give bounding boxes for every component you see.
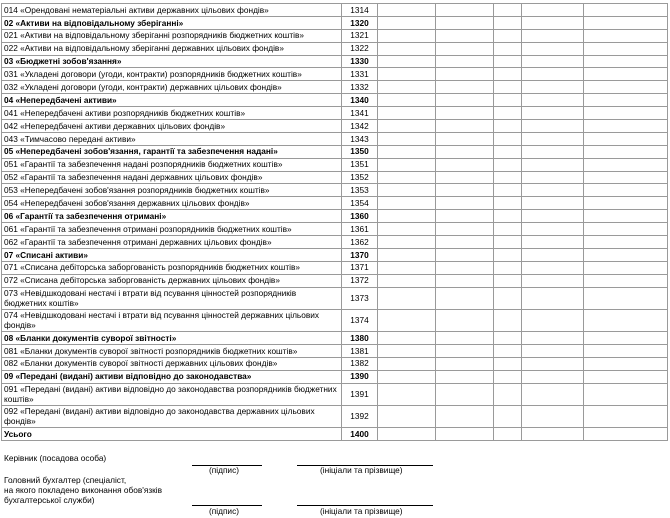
row-value-cell[interactable] [584, 197, 668, 210]
row-value-cell[interactable] [584, 427, 668, 440]
row-value-cell[interactable] [522, 120, 584, 133]
row-code-cell: 1381 [342, 344, 378, 357]
row-value-cell[interactable] [584, 274, 668, 287]
row-value-cell[interactable] [494, 16, 522, 29]
table-row [2, 210, 668, 223]
row-code-cell: 1400 [342, 427, 378, 440]
row-name-cell: 04 «Непередбачені активи» [2, 94, 342, 107]
row-value-cell[interactable] [378, 210, 436, 223]
table-row [2, 42, 668, 55]
table-row [2, 427, 668, 440]
row-value-cell[interactable] [494, 120, 522, 133]
row-value-cell[interactable] [494, 309, 522, 331]
row-value-cell[interactable] [522, 171, 584, 184]
row-value-cell[interactable] [522, 210, 584, 223]
table-row [2, 248, 668, 261]
row-value-cell[interactable] [378, 370, 436, 383]
row-value-cell[interactable] [584, 248, 668, 261]
table-row [2, 107, 668, 120]
row-value-cell[interactable] [522, 261, 584, 274]
row-value-cell[interactable] [494, 427, 522, 440]
row-name-cell: 061 «Гарантії та забезпечення отримані розпорядників бюджетних коштів» [2, 223, 342, 236]
row-name-cell: 071 «Списана дебіторська заборгованість розпорядників бюджетних коштів» [2, 261, 342, 274]
row-value-cell[interactable] [494, 357, 522, 370]
row-value-cell[interactable] [584, 29, 668, 42]
row-code-cell: 1372 [342, 274, 378, 287]
row-name-cell: 052 «Гарантії та забезпечення надані державних цільових фондів» [2, 171, 342, 184]
row-value-cell[interactable] [494, 132, 522, 145]
row-value-cell[interactable] [378, 55, 436, 68]
row-value-cell[interactable] [436, 132, 494, 145]
row-value-cell[interactable] [378, 42, 436, 55]
row-value-cell[interactable] [378, 29, 436, 42]
row-value-cell[interactable] [584, 16, 668, 29]
row-value-cell[interactable] [584, 383, 668, 405]
row-value-cell[interactable] [494, 158, 522, 171]
table-row [2, 132, 668, 145]
report-table [1, 3, 668, 441]
row-code-cell: 1373 [342, 287, 378, 309]
row-value-cell[interactable] [522, 94, 584, 107]
row-value-cell[interactable] [584, 357, 668, 370]
row-value-cell[interactable] [522, 145, 584, 158]
table-row [2, 184, 668, 197]
row-value-cell[interactable] [584, 309, 668, 331]
row-code-cell: 1352 [342, 171, 378, 184]
row-value-cell[interactable] [436, 357, 494, 370]
row-value-cell[interactable] [494, 81, 522, 94]
row-value-cell[interactable] [378, 94, 436, 107]
row-value-cell[interactable] [494, 197, 522, 210]
row-name-cell: 072 «Списана дебіторська заборгованість державних цільових фондів» [2, 274, 342, 287]
table-row [2, 274, 668, 287]
row-code-cell: 1353 [342, 184, 378, 197]
row-name-cell: 073 «Невідшкодовані нестачі і втрати від псування цінностей розпорядників бюджетних коштів» [2, 287, 342, 309]
row-value-cell[interactable] [436, 171, 494, 184]
row-value-cell[interactable] [494, 248, 522, 261]
row-value-cell[interactable] [436, 261, 494, 274]
row-value-cell[interactable] [378, 171, 436, 184]
row-value-cell[interactable] [378, 81, 436, 94]
table-row [2, 55, 668, 68]
row-value-cell[interactable] [436, 248, 494, 261]
row-value-cell[interactable] [584, 331, 668, 344]
row-value-cell[interactable] [584, 158, 668, 171]
chief-accountant-line-1: Головний бухгалтер (спеціаліст, [4, 475, 127, 485]
row-value-cell[interactable] [436, 94, 494, 107]
row-name-cell: 014 «Орендовані нематеріальні активи державних цільових фондів» [2, 4, 342, 17]
row-name-cell: 06 «Гарантії та забезпечення отримані» [2, 210, 342, 223]
row-value-cell[interactable] [494, 274, 522, 287]
row-value-cell[interactable] [522, 370, 584, 383]
row-value-cell[interactable] [378, 405, 436, 427]
row-code-cell: 1382 [342, 357, 378, 370]
table-row [2, 171, 668, 184]
table-row [2, 344, 668, 357]
row-value-cell[interactable] [436, 145, 494, 158]
row-code-cell: 1314 [342, 4, 378, 17]
row-value-cell[interactable] [494, 331, 522, 344]
table-row [2, 405, 668, 427]
row-value-cell[interactable] [584, 68, 668, 81]
row-value-cell[interactable] [522, 4, 584, 17]
row-value-cell[interactable] [522, 55, 584, 68]
table-row [2, 158, 668, 171]
row-value-cell[interactable] [378, 427, 436, 440]
row-value-cell[interactable] [378, 344, 436, 357]
row-value-cell[interactable] [378, 132, 436, 145]
row-value-cell[interactable] [584, 223, 668, 236]
row-value-cell[interactable] [522, 184, 584, 197]
row-name-cell: 042 «Непередбачені активи державних цільових фондів» [2, 120, 342, 133]
row-value-cell[interactable] [522, 236, 584, 249]
row-code-cell: 1354 [342, 197, 378, 210]
row-value-cell[interactable] [378, 274, 436, 287]
row-value-cell[interactable] [494, 55, 522, 68]
row-name-cell: 092 «Передані (видані) активи відповідно до законодавства державних цільових фондів» [2, 405, 342, 427]
row-code-cell: 1342 [342, 120, 378, 133]
row-code-cell: 1330 [342, 55, 378, 68]
row-code-cell: 1370 [342, 248, 378, 261]
row-value-cell[interactable] [378, 68, 436, 81]
row-value-cell[interactable] [522, 223, 584, 236]
table-row [2, 383, 668, 405]
row-value-cell[interactable] [522, 344, 584, 357]
row-value-cell[interactable] [436, 184, 494, 197]
row-value-cell[interactable] [436, 81, 494, 94]
row-code-cell: 1331 [342, 68, 378, 81]
row-value-cell[interactable] [436, 383, 494, 405]
table-row [2, 357, 668, 370]
row-name-cell: 03 «Бюджетні зобов'язання» [2, 55, 342, 68]
row-value-cell[interactable] [378, 107, 436, 120]
row-code-cell: 1361 [342, 223, 378, 236]
table-row [2, 287, 668, 309]
row-value-cell[interactable] [378, 145, 436, 158]
table-row [2, 120, 668, 133]
row-name-cell: 032 «Укладені договори (угоди, контракти) державних цільових фондів» [2, 81, 342, 94]
chief-accountant-line-3: бухгалтерської служби) [4, 494, 95, 505]
row-name-cell: 08 «Бланки документів суворої звітності» [2, 331, 342, 344]
row-value-cell[interactable] [436, 427, 494, 440]
row-value-cell[interactable] [522, 309, 584, 331]
row-name-cell: 081 «Бланки документів суворої звітності розпорядників бюджетних коштів» [2, 344, 342, 357]
row-value-cell[interactable] [522, 287, 584, 309]
row-code-cell: 1321 [342, 29, 378, 42]
row-code-cell: 1390 [342, 370, 378, 383]
row-value-cell[interactable] [522, 405, 584, 427]
row-value-cell[interactable] [378, 197, 436, 210]
row-value-cell[interactable] [494, 184, 522, 197]
row-value-cell[interactable] [436, 68, 494, 81]
row-value-cell[interactable] [494, 42, 522, 55]
row-value-cell[interactable] [584, 94, 668, 107]
row-code-cell: 1350 [342, 145, 378, 158]
row-value-cell[interactable] [378, 357, 436, 370]
row-code-cell: 1340 [342, 94, 378, 107]
row-code-cell: 1360 [342, 210, 378, 223]
head-signature-caption: (підпис) [209, 465, 239, 475]
row-value-cell[interactable] [584, 55, 668, 68]
row-value-cell[interactable] [378, 223, 436, 236]
row-value-cell[interactable] [494, 107, 522, 120]
row-code-cell: 1332 [342, 81, 378, 94]
row-value-cell[interactable] [436, 405, 494, 427]
row-name-cell: 054 «Непередбачені зобов'язання державних цільових фондів» [2, 197, 342, 210]
row-value-cell[interactable] [436, 210, 494, 223]
row-value-cell[interactable] [436, 344, 494, 357]
row-name-cell: 074 «Невідшкодовані нестачі і втрати від псування цінностей державних цільових фондів» [2, 309, 342, 331]
table-row [2, 4, 668, 17]
row-value-cell[interactable] [584, 81, 668, 94]
row-value-cell[interactable] [436, 120, 494, 133]
row-value-cell[interactable] [522, 331, 584, 344]
row-value-cell[interactable] [436, 287, 494, 309]
row-value-cell[interactable] [436, 42, 494, 55]
row-value-cell[interactable] [436, 55, 494, 68]
row-value-cell[interactable] [584, 287, 668, 309]
row-code-cell: 1343 [342, 132, 378, 145]
table-row [2, 261, 668, 274]
row-code-cell: 1322 [342, 42, 378, 55]
accountant-initials-caption: (ініціали та прізвище) [320, 506, 403, 516]
row-code-cell: 1320 [342, 16, 378, 29]
row-value-cell[interactable] [378, 184, 436, 197]
chief-accountant-line-2: на якого покладено виконання обов'язків [4, 484, 163, 495]
table-row [2, 331, 668, 344]
row-value-cell[interactable] [378, 248, 436, 261]
row-code-cell: 1371 [342, 261, 378, 274]
row-value-cell[interactable] [584, 120, 668, 133]
row-value-cell[interactable] [378, 158, 436, 171]
row-value-cell[interactable] [522, 357, 584, 370]
row-value-cell[interactable] [522, 158, 584, 171]
row-value-cell[interactable] [522, 274, 584, 287]
row-value-cell[interactable] [494, 145, 522, 158]
row-value-cell[interactable] [494, 236, 522, 249]
table-row [2, 223, 668, 236]
row-value-cell[interactable] [584, 236, 668, 249]
row-value-cell[interactable] [436, 197, 494, 210]
row-code-cell: 1392 [342, 405, 378, 427]
row-value-cell[interactable] [378, 287, 436, 309]
row-value-cell[interactable] [494, 223, 522, 236]
row-value-cell[interactable] [494, 370, 522, 383]
row-code-cell: 1341 [342, 107, 378, 120]
row-value-cell[interactable] [584, 4, 668, 17]
row-value-cell[interactable] [584, 132, 668, 145]
report-body [2, 4, 668, 441]
row-value-cell[interactable] [522, 42, 584, 55]
row-name-cell: 05 «Непередбачені зобов'язання, гарантії та забезпечення надані» [2, 145, 342, 158]
head-initials-caption: (ініціали та прізвище) [320, 465, 403, 475]
row-value-cell[interactable] [436, 370, 494, 383]
row-value-cell[interactable] [522, 29, 584, 42]
row-code-cell: 1374 [342, 309, 378, 331]
row-value-cell[interactable] [378, 4, 436, 17]
row-value-cell[interactable] [494, 383, 522, 405]
row-value-cell[interactable] [494, 405, 522, 427]
row-name-cell: 082 «Бланки документів суворої звітності державних цільових фондів» [2, 357, 342, 370]
row-value-cell[interactable] [378, 331, 436, 344]
head-label: Керівник (посадова особа) [4, 453, 107, 463]
row-value-cell[interactable] [522, 427, 584, 440]
row-value-cell[interactable] [584, 344, 668, 357]
row-value-cell[interactable] [436, 331, 494, 344]
row-value-cell[interactable] [584, 210, 668, 223]
row-name-cell: 091 «Передані (видані) активи відповідно до законодавства розпорядників бюджетних коштів» [2, 383, 342, 405]
row-value-cell[interactable] [584, 42, 668, 55]
row-value-cell[interactable] [494, 261, 522, 274]
row-name-cell: 041 «Непередбачені активи розпорядників бюджетних коштів» [2, 107, 342, 120]
table-row [2, 145, 668, 158]
row-value-cell[interactable] [584, 145, 668, 158]
row-value-cell[interactable] [522, 383, 584, 405]
row-value-cell[interactable] [522, 81, 584, 94]
row-name-cell: 051 «Гарантії та забезпечення надані розпорядників бюджетних коштів» [2, 158, 342, 171]
chief-accountant-label [4, 476, 162, 506]
row-value-cell[interactable] [436, 274, 494, 287]
row-value-cell[interactable] [522, 197, 584, 210]
row-name-cell: 062 «Гарантії та забезпечення отримані державних цільових фондів» [2, 236, 342, 249]
table-row [2, 29, 668, 42]
row-value-cell[interactable] [584, 261, 668, 274]
table-row [2, 197, 668, 210]
accountant-signature-caption: (підпис) [209, 506, 239, 516]
row-name-cell: 021 «Активи на відповідальному зберіганні розпорядників бюджетних коштів» [2, 29, 342, 42]
row-code-cell: 1351 [342, 158, 378, 171]
row-value-cell[interactable] [378, 236, 436, 249]
row-name-cell: 022 «Активи на відповідальному зберіганні державних цільових фондів» [2, 42, 342, 55]
row-value-cell[interactable] [436, 309, 494, 331]
row-value-cell[interactable] [436, 16, 494, 29]
table-row [2, 370, 668, 383]
row-value-cell[interactable] [378, 309, 436, 331]
row-value-cell[interactable] [378, 16, 436, 29]
row-value-cell[interactable] [436, 236, 494, 249]
table-row [2, 309, 668, 331]
row-value-cell[interactable] [436, 158, 494, 171]
row-value-cell[interactable] [584, 184, 668, 197]
row-value-cell[interactable] [378, 383, 436, 405]
table-row [2, 81, 668, 94]
row-value-cell[interactable] [584, 171, 668, 184]
row-name-cell: 031 «Укладені договори (угоди, контракти) розпорядників бюджетних коштів» [2, 68, 342, 81]
row-value-cell[interactable] [494, 4, 522, 17]
row-name-cell: Усього [2, 427, 342, 440]
row-value-cell[interactable] [436, 223, 494, 236]
row-value-cell[interactable] [494, 210, 522, 223]
row-value-cell[interactable] [378, 120, 436, 133]
row-value-cell[interactable] [522, 68, 584, 81]
table-row [2, 94, 668, 107]
row-name-cell: 09 «Передані (видані) активи відповідно до законодавства» [2, 370, 342, 383]
row-name-cell: 053 «Непередбачені зобов'язання розпорядників бюджетних коштів» [2, 184, 342, 197]
row-value-cell[interactable] [436, 4, 494, 17]
row-value-cell[interactable] [378, 261, 436, 274]
row-code-cell: 1391 [342, 383, 378, 405]
row-name-cell: 043 «Тимчасово передані активи» [2, 132, 342, 145]
row-value-cell[interactable] [494, 94, 522, 107]
row-value-cell[interactable] [436, 107, 494, 120]
table-row [2, 236, 668, 249]
row-value-cell[interactable] [584, 405, 668, 427]
row-name-cell: 02 «Активи на відповідальному зберіганні» [2, 16, 342, 29]
row-value-cell[interactable] [494, 287, 522, 309]
row-value-cell[interactable] [494, 29, 522, 42]
row-value-cell[interactable] [494, 171, 522, 184]
row-value-cell[interactable] [522, 132, 584, 145]
row-value-cell[interactable] [494, 68, 522, 81]
row-value-cell[interactable] [436, 29, 494, 42]
table-row [2, 16, 668, 29]
row-value-cell[interactable] [522, 16, 584, 29]
table-row [2, 68, 668, 81]
row-value-cell[interactable] [494, 344, 522, 357]
row-value-cell[interactable] [584, 107, 668, 120]
row-value-cell[interactable] [522, 248, 584, 261]
row-value-cell[interactable] [584, 370, 668, 383]
row-code-cell: 1362 [342, 236, 378, 249]
row-code-cell: 1380 [342, 331, 378, 344]
row-name-cell: 07 «Списані активи» [2, 248, 342, 261]
row-value-cell[interactable] [522, 107, 584, 120]
